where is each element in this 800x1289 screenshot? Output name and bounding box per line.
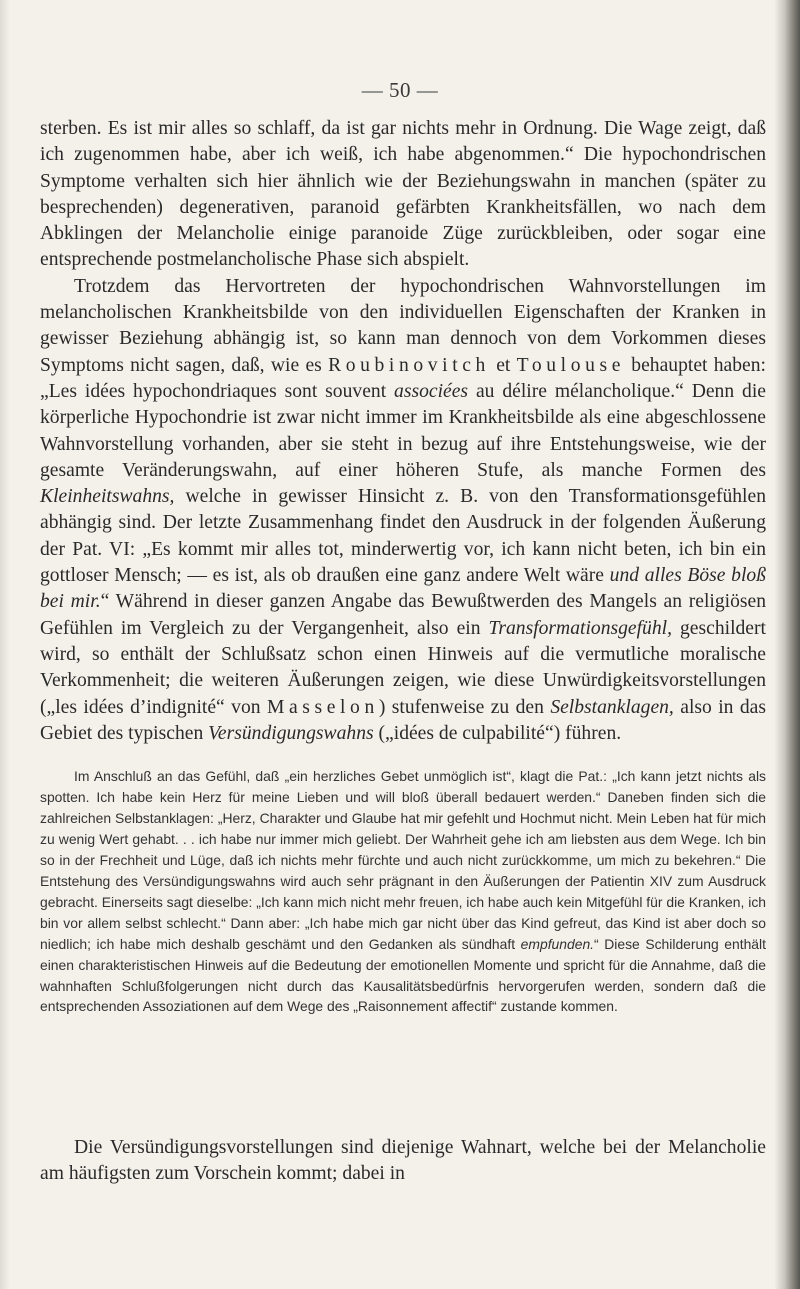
emphasis: Versündigungswahns bbox=[208, 722, 374, 744]
author-name: Masselon bbox=[266, 696, 379, 718]
paragraph-1: sterben. Es ist mir alles so schlaff, da ist gar nichts mehr in Ordnung. Die Wage zeigt, daß ich zugenommen habe, aber ich weiß, ich habe abgenommen.“ Die hypochondrischen Symptome verhalten sich hier ähnlich wie der Beziehungswahn in manchen (später zu besprechenden) degenerativen, paranoid gefärbten Krankheitsfällen, wo nach dem Abklingen der Melancholie einige paranoide Züge zurückbleiben, oder sogar eine entsprechende postmelancholische Phase sich abspielt. bbox=[40, 118, 766, 271]
text-run: au délire mélancholique.“ Denn die körperliche Hypochondrie ist zwar nicht immer im Krankheitsbilde als eine abgeschlossene Wahnvorstellung vorhanden, aber sie steht in bezug auf ihre Entstehungsweise, wie der gesamte Veränderungswahn, auf einer höheren Stufe, als manche Formen des bbox=[40, 380, 766, 481]
emphasis: empfunden. bbox=[520, 935, 595, 952]
small-paragraph bbox=[40, 766, 766, 1017]
page-edge-shadow bbox=[774, 0, 800, 1289]
emphasis: Transformationsgefühl, bbox=[488, 617, 672, 639]
emphasis: associées bbox=[394, 380, 469, 402]
text-run: “ Während in dieser ganzen Angabe das Bewußtwerden des Mangels an religiösen Gefühlen im Vergleich zu der Vergangenheit, also ein bbox=[40, 591, 766, 639]
emphasis: Kleinheitswahns, bbox=[40, 486, 175, 508]
author-name: Toulouse bbox=[516, 354, 626, 376]
paragraph-3: Die Versündigungsvorstellungen sind diejenige Wahnart, welche bei der Melancholie am häufigsten zum Vorschein kommt; dabei in bbox=[40, 1137, 766, 1185]
page-number: — 50 — bbox=[361, 78, 439, 102]
text-run: behauptet haben: „Les idées hypochondriaques sont souvent bbox=[40, 354, 766, 402]
gutter-shadow bbox=[0, 0, 10, 1289]
text-run: also in das Gebiet des typischen bbox=[40, 696, 766, 744]
text-run: “ Diese Schilderung enthält einen charakteristischen Hinweis auf die Bedeutung der emotionellen Momente und spricht für die Annahme, daß die wahnhaften Schlußfolgerungen nicht durch das Kausalitätsbedürfnis hervorgerufen werden, sondern daß die entsprechenden Assoziationen auf dem Wege des „Raisonnement affectif“ zustande kommen. bbox=[40, 935, 766, 1015]
text-run: Im Anschluß an das Gefühl, daß „ein herzliches Gebet unmöglich ist“, klagt die Pat.: „Ich kann jetzt nichts als spotten. Ich habe kein Herz für meine Lieben und will bloß überall bedauert werden.“ Daneben finden sich die zahlreichen Selbstanklagen: „Herz, Charakter und Glaube hat mir gefehlt und Hochmut nicht. Mein Leben hat für mich zu wenig Wert gehabt. . . ich habe nur immer mich geliebt. Der Wahrheit gehe ich am liebsten aus dem Wege. Ich bin so in der Frechheit und Lüge, daß ich nichts mehr fürchte und auch nicht zurückkomme, um mich zu bekehren.“ Die Entstehung des Versündigungswahns wird auch sehr prägnant in den Äußerungen der Patientin XIV zum Ausdruck gebracht. Einerseits sagt dieselbe: „Ich kann mich nicht mehr freuen, ich habe auch kein Mitgefühl für die Kranken, ich bin vor allem selbst schlecht.“ Dann aber: „Ich habe mich gar nicht über das Kind gefreut, das Kind ist aber doch so niedlich; ich habe mich deshalb geschämt und den Gedanken als sündhaft bbox=[40, 768, 766, 952]
paragraph-2 bbox=[40, 274, 766, 747]
text-run: welche in gewisser Hinsicht z. B. von den Transformationsgefühlen abhängig sind. Der letzte Zusammenhang findet den Ausdruck in der folgenden Äußerung der Pat. VI: „Es kommt mir alles tot, minderwertig vor, ich kann nicht beten, ich bin ein gottloser Mensch; — es ist, als ob draußen eine ganz andere Welt wäre bbox=[40, 486, 766, 587]
text-run: ) stufenweise zu den bbox=[378, 696, 551, 718]
closing-text bbox=[40, 1135, 766, 1188]
main-text bbox=[40, 116, 766, 747]
small-print-passage bbox=[40, 766, 766, 1017]
text-run: Trotzdem das Hervortreten der hypochondrischen Wahnvorstellungen im melancholischen Krankheitsbilde von den individuellen Eigenschaften der Kranken in gewisser Beziehung abhängig ist, so kann man dennoch von dem Vorkommen dieses Symptoms nicht sagen, daß, wie es bbox=[40, 275, 766, 376]
text-run: („idées de culpabilité“) führen. bbox=[373, 722, 622, 744]
emphasis: Selbstanklagen, bbox=[550, 696, 674, 718]
emphasis: und alles Böse bloß bei mir. bbox=[40, 565, 766, 613]
text-run: et bbox=[489, 354, 517, 376]
author-name: Roubinovitch bbox=[328, 354, 490, 376]
text-run: geschildert wird, so enthält der Schlußsatz schon einen Hinweis auf die vermutliche moralische Verkommenheit; die weiteren Äußerungen zeigen, wie diese Unwürdigkeitsvorstellungen („les idées d’indignité“ von bbox=[40, 617, 766, 718]
